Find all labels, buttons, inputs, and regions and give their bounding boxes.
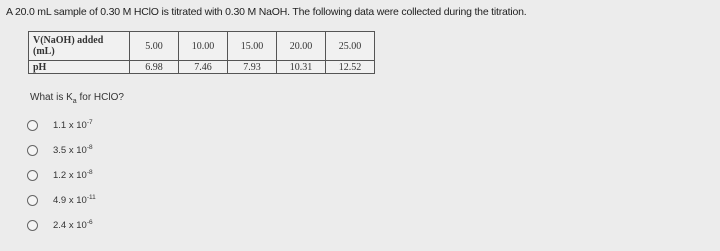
option-exponent: -11 bbox=[86, 194, 96, 202]
answer-option-1[interactable] bbox=[27, 113, 96, 138]
ph-cell: 7.93 bbox=[228, 61, 277, 74]
volume-cell: 25.00 bbox=[326, 32, 375, 61]
radio-button[interactable] bbox=[27, 220, 38, 231]
question-text bbox=[30, 92, 124, 105]
question-prefix: What is K bbox=[30, 92, 73, 103]
radio-button[interactable] bbox=[27, 145, 38, 156]
table-row-volume bbox=[29, 32, 375, 61]
radio-button[interactable] bbox=[27, 120, 38, 131]
question-stem: A 20.0 mL sample of 0.30 M HClO is titrated with 0.30 M NaOH. The following data were collected during the titration. bbox=[6, 6, 527, 18]
volume-cell: 20.00 bbox=[277, 32, 326, 61]
option-mantissa: 1.2 x 10 bbox=[53, 170, 87, 182]
answer-option-3[interactable] bbox=[27, 163, 96, 188]
answer-option-2[interactable] bbox=[27, 138, 96, 163]
answer-options bbox=[27, 113, 96, 238]
option-exponent: -8 bbox=[86, 144, 93, 152]
option-mantissa: 2.4 x 10 bbox=[53, 220, 87, 232]
option-exponent: -6 bbox=[86, 219, 93, 227]
ph-cell: 6.98 bbox=[130, 61, 179, 74]
answer-option-4[interactable] bbox=[27, 188, 96, 213]
option-label bbox=[53, 169, 93, 181]
table-row-ph bbox=[29, 61, 375, 74]
titration-data-table bbox=[28, 31, 375, 74]
option-exponent: -8 bbox=[86, 169, 93, 177]
option-label bbox=[53, 119, 93, 131]
question-subscript: a bbox=[72, 98, 77, 105]
option-exponent: -7 bbox=[86, 119, 93, 127]
ph-cell: 12.52 bbox=[326, 61, 375, 74]
radio-button[interactable] bbox=[27, 195, 38, 206]
row-header-ph: pH bbox=[29, 61, 130, 74]
option-mantissa: 3.5 x 10 bbox=[53, 145, 87, 157]
ph-cell: 7.46 bbox=[179, 61, 228, 74]
option-mantissa: 4.9 x 10 bbox=[53, 195, 87, 207]
ph-cell: 10.31 bbox=[277, 61, 326, 74]
option-label bbox=[53, 144, 93, 156]
row-header-volume: V(NaOH) added (mL) bbox=[29, 32, 130, 61]
radio-button[interactable] bbox=[27, 170, 38, 181]
volume-cell: 5.00 bbox=[130, 32, 179, 61]
question-suffix: for HClO? bbox=[76, 92, 124, 103]
volume-cell: 15.00 bbox=[228, 32, 277, 61]
option-mantissa: 1.1 x 10 bbox=[53, 120, 87, 132]
volume-cell: 10.00 bbox=[179, 32, 228, 61]
answer-option-5[interactable] bbox=[27, 213, 96, 238]
option-label bbox=[53, 194, 96, 206]
option-label bbox=[53, 219, 93, 231]
